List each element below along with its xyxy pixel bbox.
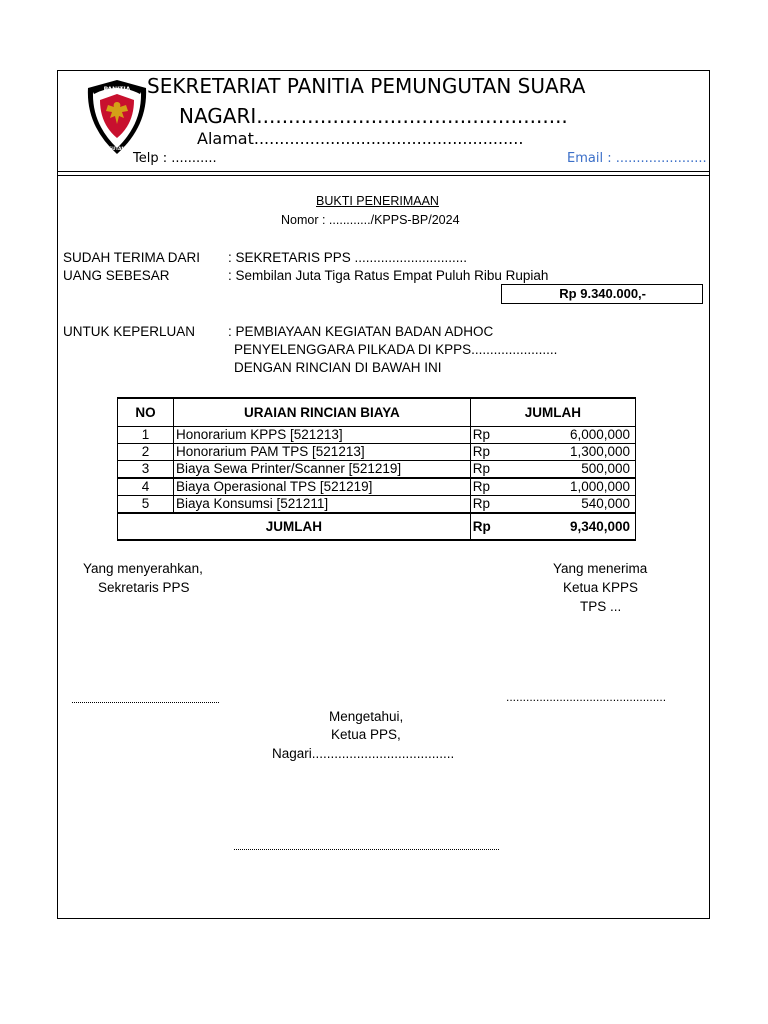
sign-mid-dotline — [234, 849, 499, 850]
row-rp: Rp — [470, 444, 501, 461]
row-uraian: Biaya Konsumsi [521211] — [174, 496, 471, 514]
total-value: 9,340,000 — [501, 513, 636, 540]
table-row — [118, 461, 636, 479]
row-rp: Rp — [470, 461, 501, 479]
col-header-uraian: URAIAN RINCIAN BIAYA — [174, 398, 471, 427]
row-no: 1 — [118, 427, 174, 444]
header-telp: Telp : ........... — [133, 151, 217, 166]
row-no: 2 — [118, 444, 174, 461]
header-title-line1: SEKRETARIAT PANITIA PEMUNGUTAN SUARA — [147, 74, 586, 98]
row-rp: Rp — [470, 496, 501, 514]
total-rp: Rp — [470, 513, 501, 540]
row-uraian: Honorarium KPPS [521213] — [174, 427, 471, 444]
col-header-jumlah: JUMLAH — [470, 398, 635, 427]
uang-value: : Sembilan Juta Tiga Ratus Empat Puluh Ribu Rupiah — [228, 268, 549, 283]
total-label: JUMLAH — [118, 513, 471, 540]
terima-label: SUDAH TERIMA DARI — [63, 250, 201, 265]
sign-right-line1: Yang menerima — [553, 561, 648, 576]
row-uraian: Honorarium PAM TPS [521213] — [174, 444, 471, 461]
row-no: 4 — [118, 478, 174, 496]
row-jumlah: 1,000,000 — [501, 478, 636, 496]
amount-box: Rp 9.340.000,- — [501, 284, 703, 304]
uang-label: UANG SEBESAR — [63, 268, 170, 283]
sign-mid-line2: Ketua PPS, — [331, 727, 401, 742]
logo-top-text: PANITIA — [103, 86, 131, 93]
table-row — [118, 478, 636, 496]
doc-title: BUKTI PENERIMAAN — [316, 194, 439, 208]
table-row — [118, 496, 636, 514]
table-row — [118, 427, 636, 444]
logo-bottom-text: PEMUNGUTAN SUARA — [91, 146, 143, 151]
row-no: 5 — [118, 496, 174, 514]
header-title-line2: NAGARI................................................. — [179, 104, 568, 128]
keperluan-line2: PENYELENGGARA PILKADA DI KPPS....................... — [234, 342, 558, 357]
row-no: 3 — [118, 461, 174, 479]
row-uraian: Biaya Operasional TPS [521219] — [174, 478, 471, 496]
row-rp: Rp — [470, 478, 501, 496]
row-uraian: Biaya Sewa Printer/Scanner [521219] — [174, 461, 471, 479]
sign-left-line1: Yang menyerahkan, — [83, 561, 203, 576]
sign-right-line3: TPS ... — [580, 599, 622, 614]
sign-mid-line1: Mengetahui, — [329, 709, 404, 724]
row-jumlah: 500,000 — [501, 461, 636, 479]
keperluan-line3: DENGAN RINCIAN DI BAWAH INI — [234, 360, 442, 375]
header-alamat: Alamat..................................................... — [197, 129, 524, 148]
rincian-table — [117, 397, 636, 541]
table-row — [118, 444, 636, 461]
table-total-row — [118, 513, 636, 540]
row-jumlah: 540,000 — [501, 496, 636, 514]
sign-left-dotline — [72, 702, 219, 703]
keperluan-line1: : PEMBIAYAAN KEGIATAN BADAN ADHOC — [228, 324, 494, 339]
sign-right-line2: Ketua KPPS — [563, 580, 639, 595]
kpu-logo-icon — [84, 78, 150, 156]
header-divider-bottom — [57, 175, 710, 176]
row-jumlah: 6,000,000 — [501, 427, 636, 444]
row-jumlah: 1,300,000 — [501, 444, 636, 461]
sign-left-line2: Sekretaris PPS — [98, 580, 190, 595]
terima-value: : SEKRETARIS PPS .............................. — [228, 250, 468, 265]
sign-mid-line3: Nagari...................................... — [272, 746, 455, 761]
sign-right-dots: ................................................ — [506, 690, 667, 704]
row-rp: Rp — [470, 427, 501, 444]
keperluan-label: UNTUK KEPERLUAN — [63, 324, 196, 339]
header-divider-top — [57, 171, 710, 172]
doc-nomor: Nomor : ............/KPPS-BP/2024 — [281, 213, 460, 227]
col-header-no: NO — [118, 398, 174, 427]
table-header-row — [118, 398, 636, 427]
header-email: Email : ...................... — [567, 151, 707, 166]
